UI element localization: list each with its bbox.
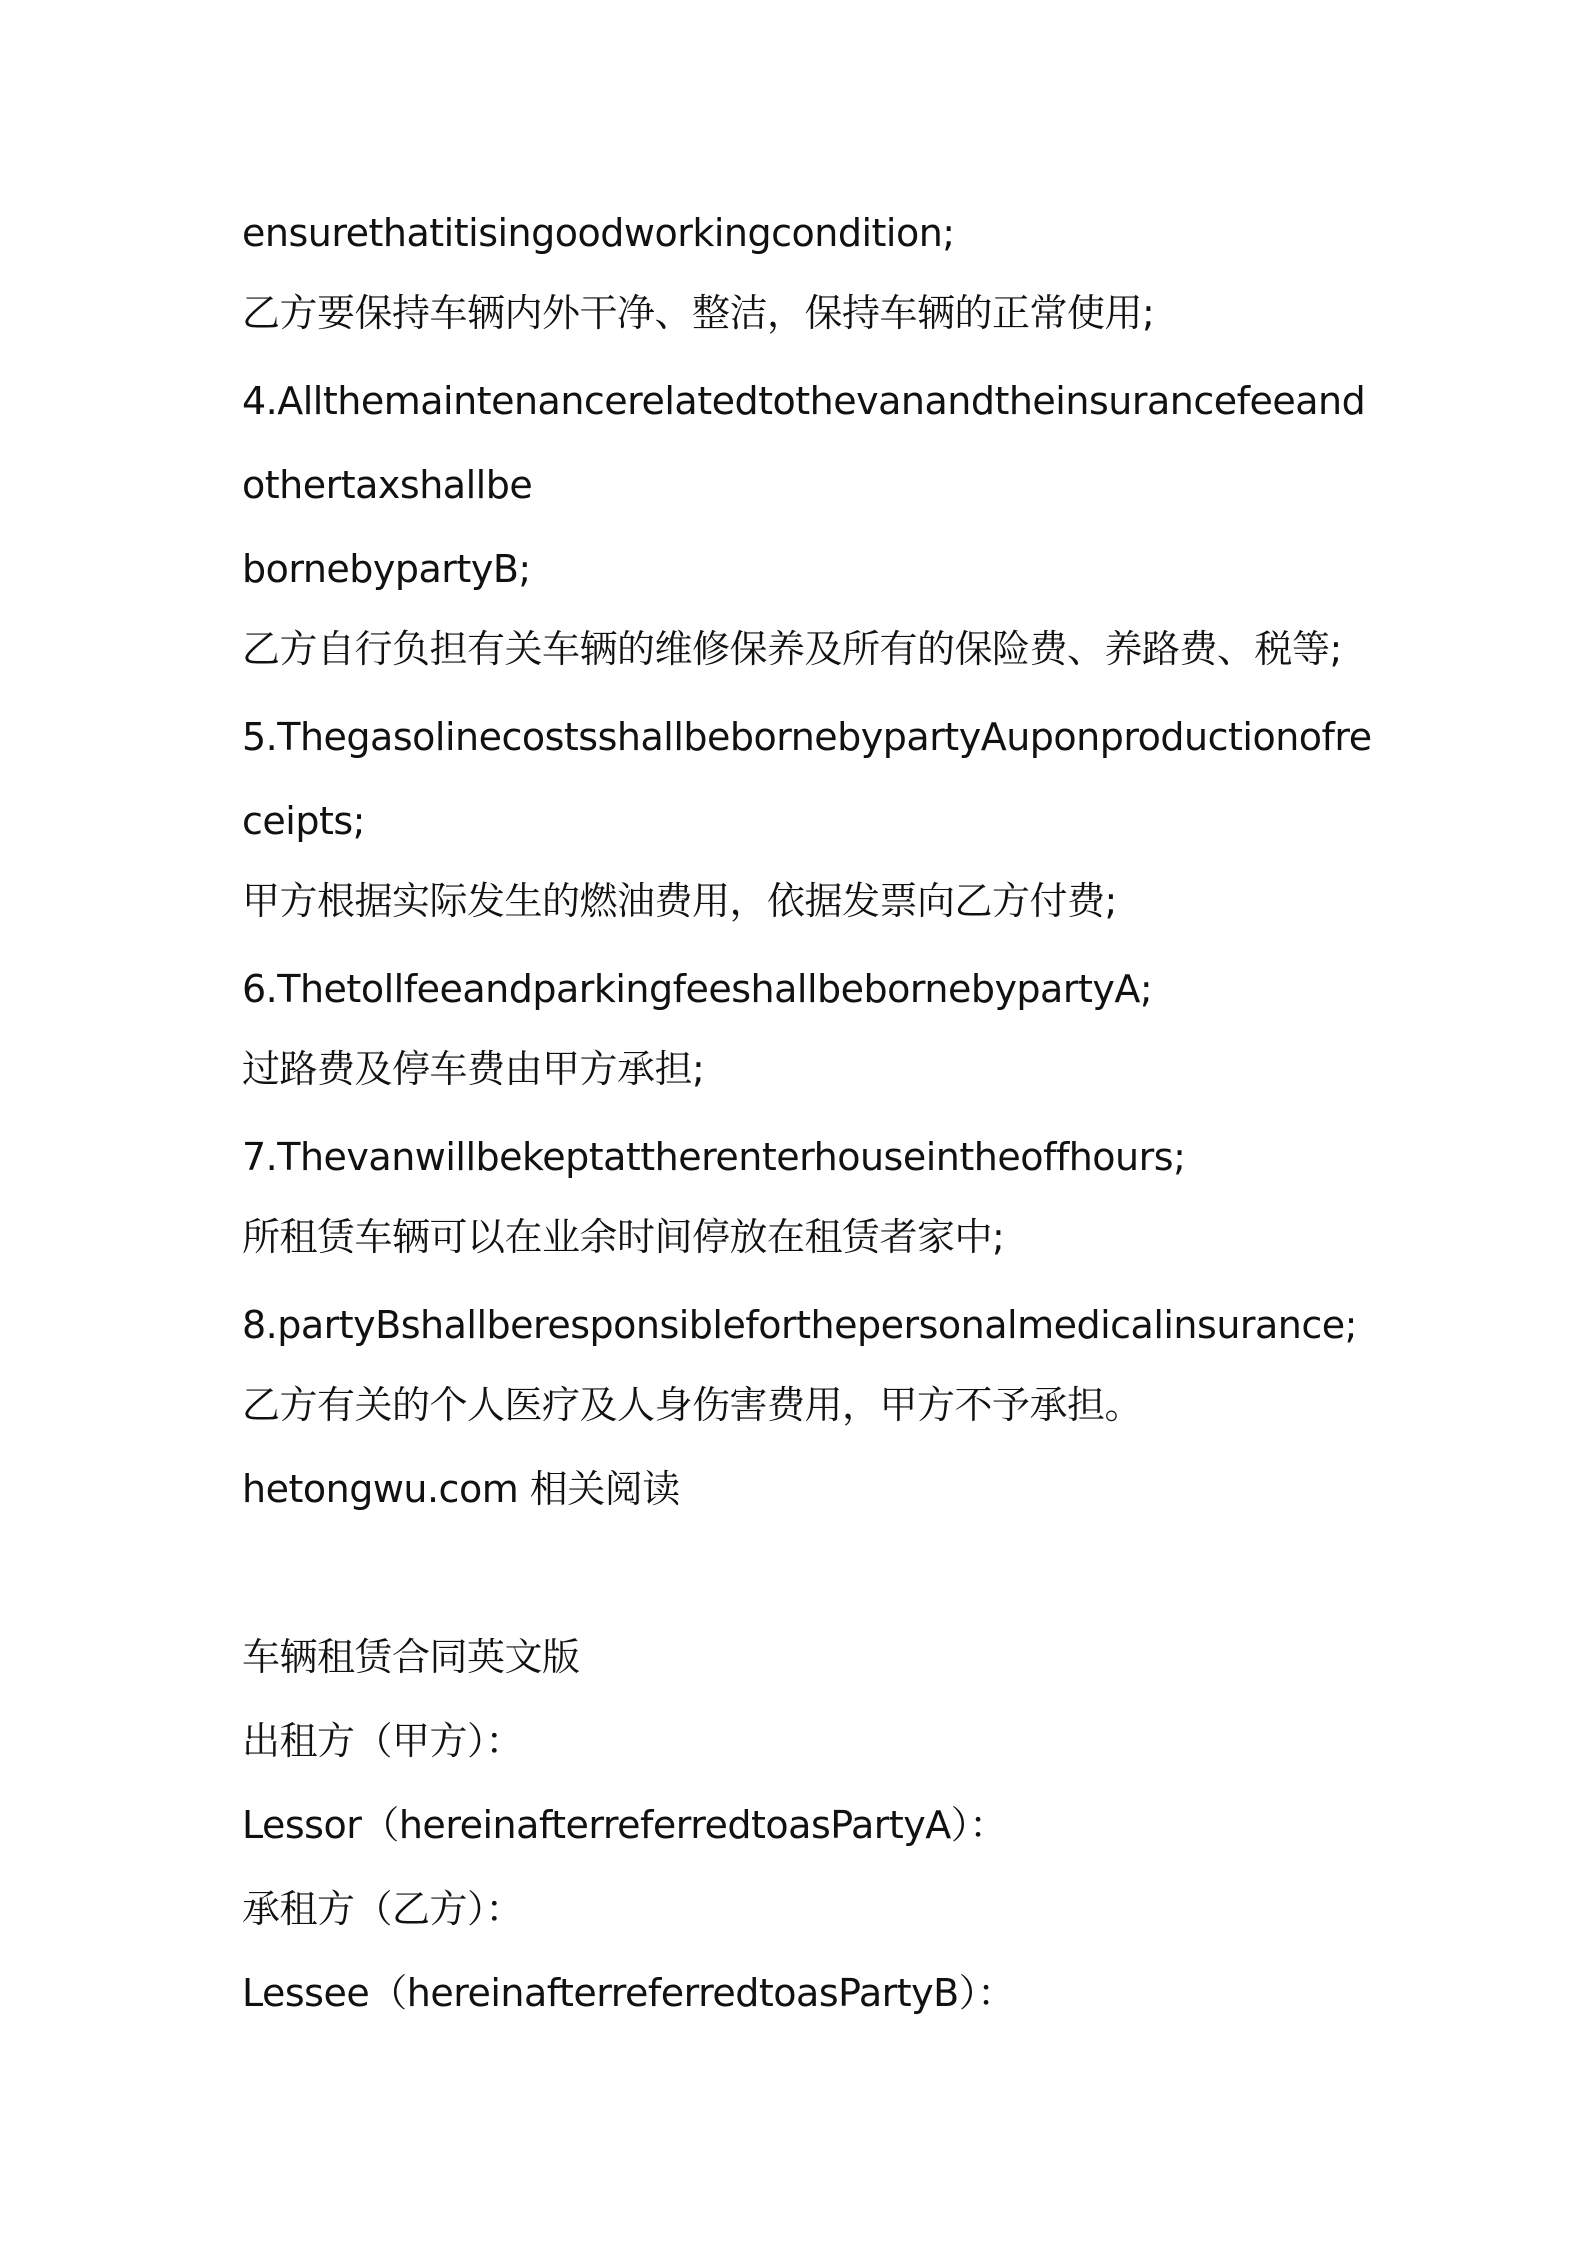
text-line-8: ceipts; (242, 799, 365, 843)
text-line-12: 7.Thevanwillbekeptattherenterhouseintheoffhours; (242, 1135, 1186, 1179)
text-line-3: 4.Allthemaintenancerelatedtothevanandtheinsurancefeeand (242, 379, 1366, 423)
text-line-15: 乙方有关的个人医疗及人身伤害费用，甲方不予承担。 (242, 1383, 1143, 1427)
text-line-16: hetongwu.com 相关阅读 (242, 1467, 680, 1511)
text-line-9: 甲方根据实际发生的燃油费用，依据发票向乙方付费; (242, 879, 1117, 923)
text-line-13: 所租赁车辆可以在业余时间停放在租赁者家中; (242, 1215, 1005, 1259)
text-line-17: 车辆租赁合同英文版 (242, 1635, 580, 1679)
text-line-19: Lessor（hereinafterreferredtoasPartyA）： (242, 1803, 1007, 1847)
text-line-5: bornebypartyB; (242, 547, 531, 591)
text-line-20: 承租方（乙方）： (242, 1887, 524, 1931)
text-line-14: 8.partyBshallberesponsibleforthepersonalmedicalinsurance; (242, 1303, 1357, 1347)
text-line-21: Lessee（hereinafterreferredtoasPartyB）： (242, 1971, 1015, 2015)
text-line-1: ensurethatitisingoodworkingcondition; (242, 211, 955, 255)
text-line-6: 乙方自行负担有关车辆的维修保养及所有的保险费、养路费、税等; (242, 627, 1342, 671)
text-line-18: 出租方（甲方）： (242, 1719, 524, 1763)
text-line-7: 5.ThegasolinecostsshallbebornebypartyAuponproductionofre (242, 715, 1372, 759)
text-line-11: 过路费及停车费由甲方承担; (242, 1047, 705, 1091)
text-line-2: 乙方要保持车辆内外干净、整洁，保持车辆的正常使用; (242, 291, 1155, 335)
text-line-4: othertaxshallbe (242, 463, 533, 507)
text-line-10: 6.ThetollfeeandparkingfeeshallbebornebypartyA; (242, 967, 1153, 1011)
